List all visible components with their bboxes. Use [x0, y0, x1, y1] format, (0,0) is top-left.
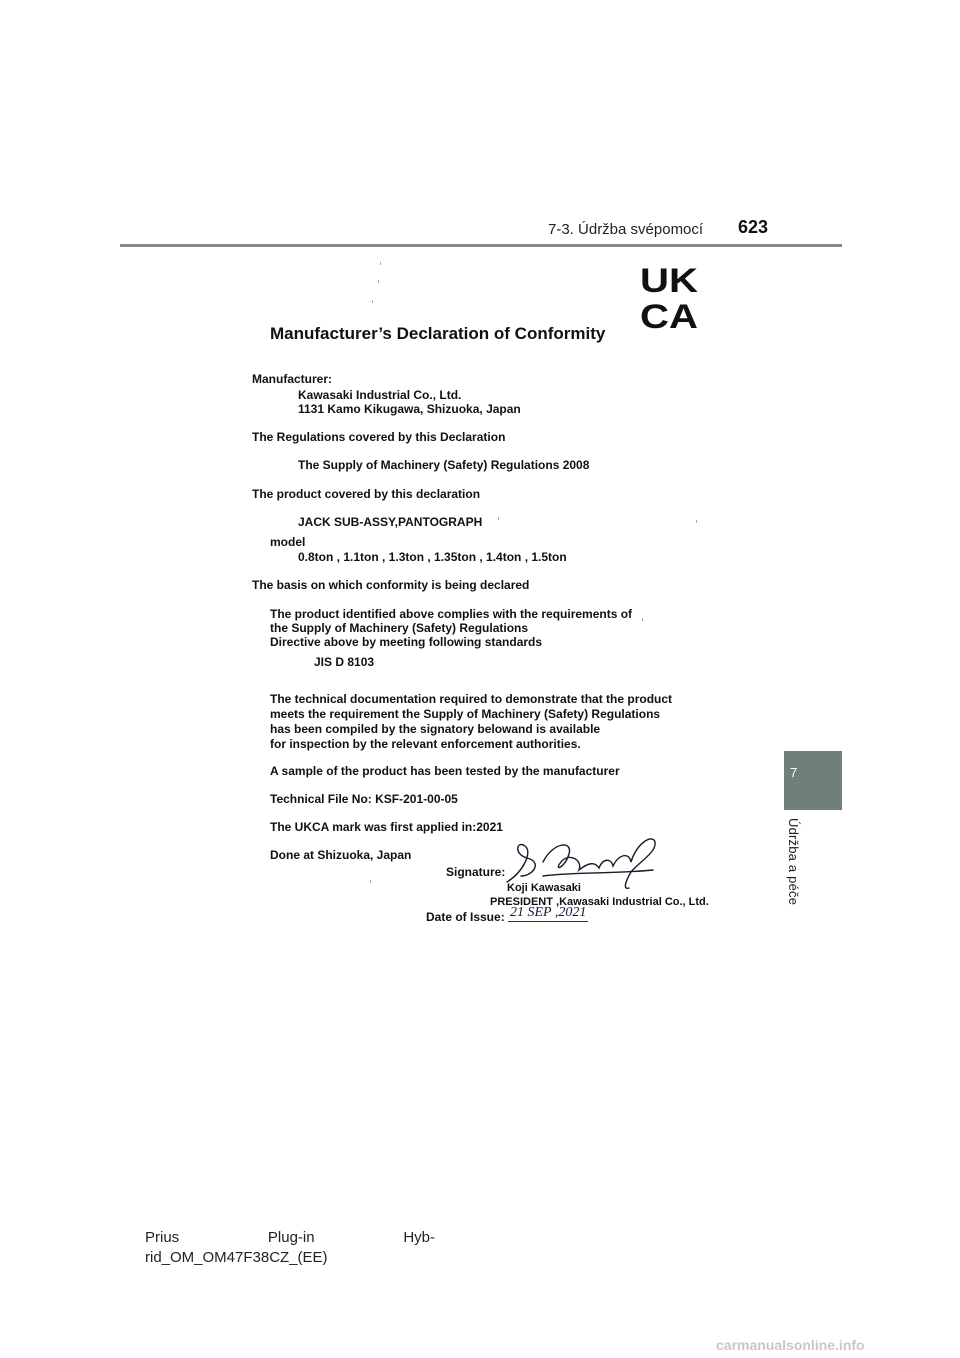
footer-part-1: Prius: [145, 1229, 180, 1246]
sample-statement: A sample of the product has been tested by the manufacturer: [270, 764, 620, 778]
scan-speck: [372, 300, 373, 303]
ukca-mark-line1: UK: [640, 262, 699, 300]
scan-speck: [642, 618, 643, 621]
footer-line-2: rid_OM_OM47F38CZ_(EE): [145, 1249, 328, 1266]
footer-doc-id: [145, 1228, 435, 1268]
manufacturer-name: Kawasaki Industrial Co., Ltd.: [298, 388, 462, 402]
footer-part-3: Hyb-: [403, 1229, 435, 1246]
footer-part-2: Plug-in: [267, 1229, 315, 1246]
scan-speck: [498, 517, 499, 520]
done-at: Done at Shizuoka, Japan: [270, 848, 412, 862]
technical-line-1: The technical documentation required to demonstrate that the product: [270, 692, 673, 706]
basis-line-3: Directive above by meeting following standards: [270, 635, 543, 649]
ukca-mark-icon: [640, 262, 702, 330]
technical-line-2: meets the requirement the Supply of Machinery (Safety) Regulations: [270, 707, 661, 721]
site-watermark[interactable]: carmanualsonline.info: [716, 1337, 865, 1353]
chapter-number: 7: [790, 765, 798, 780]
standard-code: JIS D 8103: [314, 655, 375, 669]
header-divider: [120, 244, 842, 247]
scan-speck: [378, 280, 379, 283]
declaration-title: Manufacturer’s Declaration of Conformity: [270, 324, 606, 343]
basis-heading: The basis on which conformity is being declared: [252, 578, 530, 592]
technical-line-4: for inspection by the relevant enforcement authorities.: [270, 737, 581, 751]
signatory-name: Koji Kawasaki: [507, 882, 581, 894]
technical-line-3: has been compiled by the signatory belowand is available: [270, 722, 601, 736]
chapter-tab[interactable]: [784, 751, 842, 810]
scan-speck: [696, 520, 697, 523]
manufacturer-label: Manufacturer:: [252, 372, 333, 386]
signature-label: Signature:: [446, 865, 506, 879]
product-heading: The product covered by this declaration: [252, 487, 481, 501]
basis-line-2: the Supply of Machinery (Safety) Regulations: [270, 621, 529, 635]
basis-line-1: The product identified above complies with the requirements of: [270, 607, 633, 621]
scan-speck: [370, 880, 371, 883]
chapter-label: Údržba a péče: [786, 818, 801, 906]
section-title: 7-3. Údržba svépomocí: [548, 221, 704, 238]
product-name: JACK SUB-ASSY,PANTOGRAPH: [298, 515, 483, 529]
signatory-title: PRESIDENT ,Kawasaki Industrial Co., Ltd.: [490, 896, 709, 908]
regulation-name: The Supply of Machinery (Safety) Regulations 2008: [298, 458, 590, 472]
page-number: 623: [738, 217, 769, 237]
ukca-first-applied: The UKCA mark was first applied in:2021: [270, 820, 503, 834]
date-value: 21 SEP ,2021: [510, 905, 587, 920]
manufacturer-address: 1131 Kamo Kikugawa, Shizuoka, Japan: [298, 402, 521, 416]
ukca-mark-line2: CA: [640, 298, 698, 330]
scan-speck: [380, 262, 381, 265]
model-label: model: [270, 535, 306, 549]
regulations-heading: The Regulations covered by this Declaration: [252, 430, 506, 444]
date-label: Date of Issue:: [426, 910, 505, 924]
technical-file-number: Technical File No: KSF-201-00-05: [270, 792, 458, 806]
model-list: 0.8ton , 1.1ton , 1.3ton , 1.35ton , 1.4ton , 1.5ton: [298, 550, 567, 564]
